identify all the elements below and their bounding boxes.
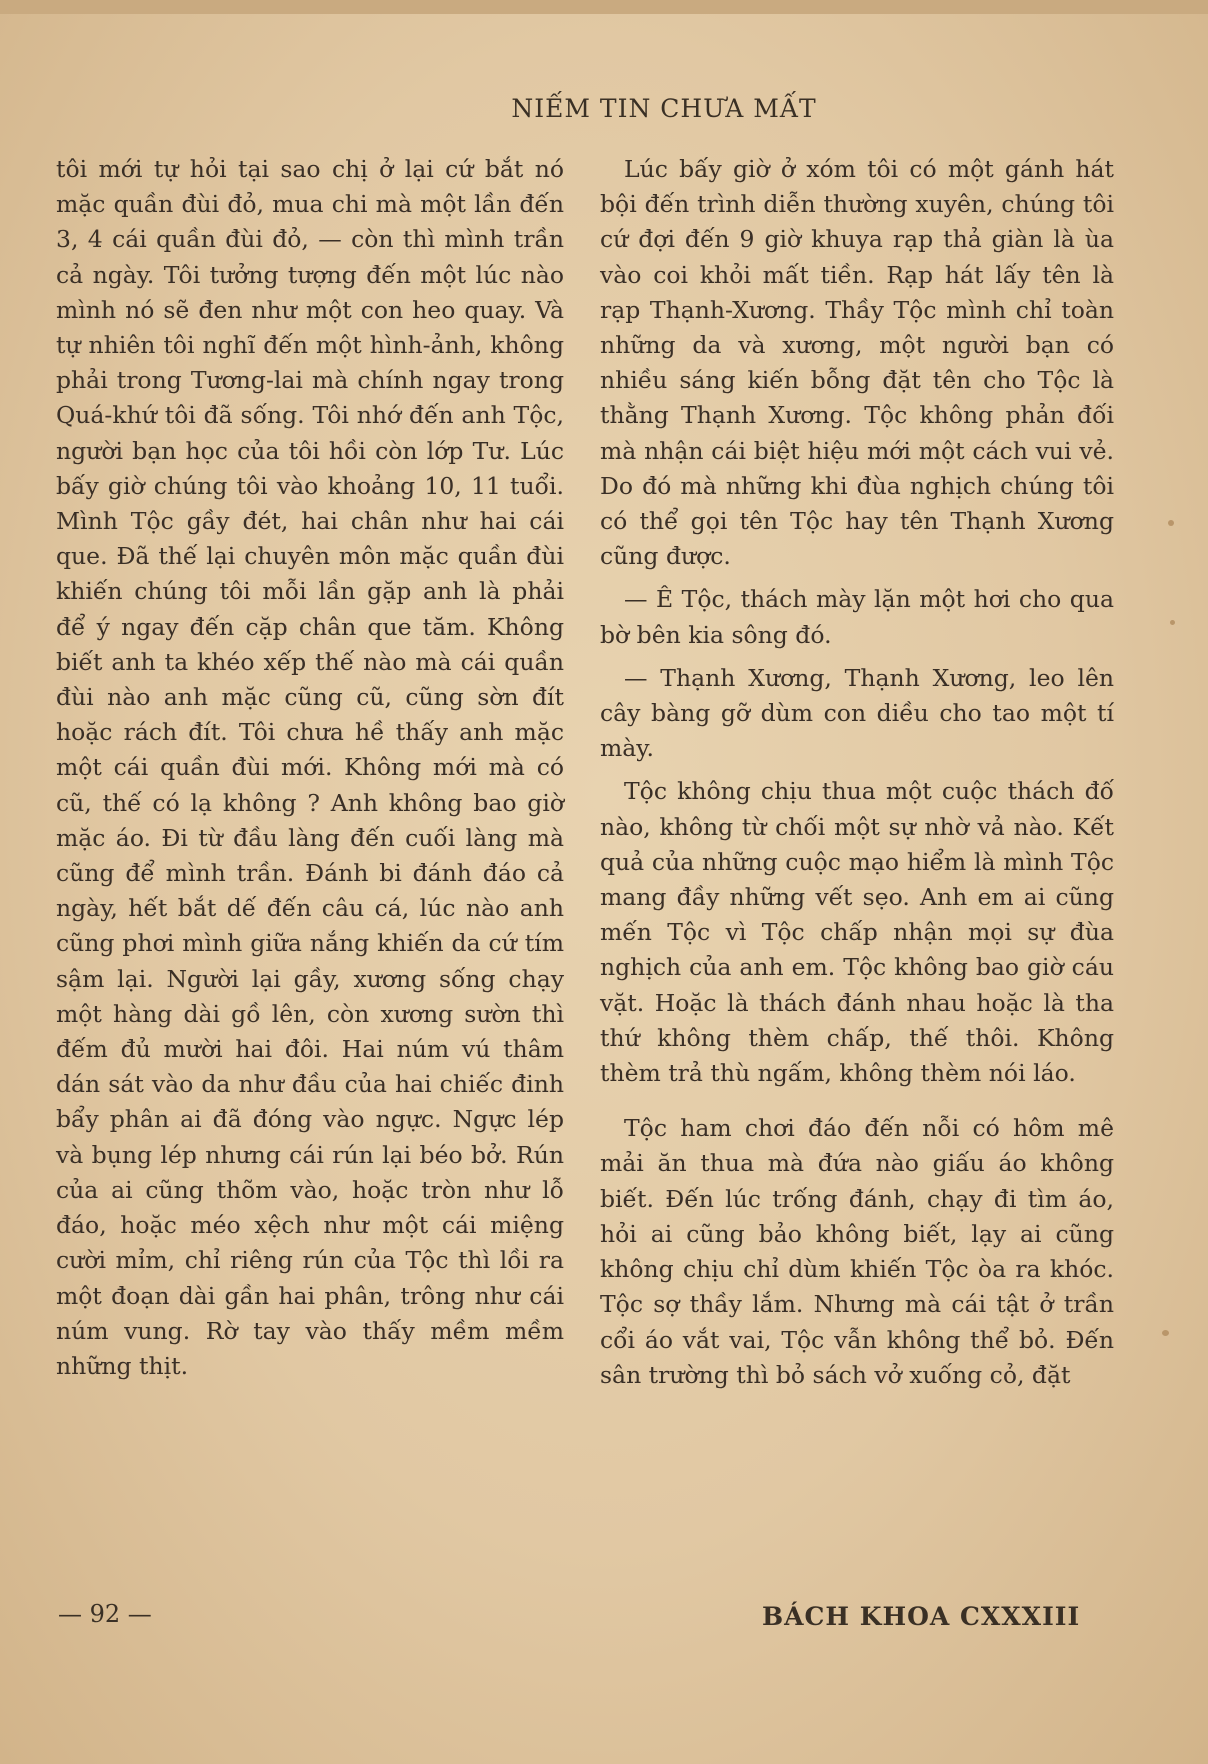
right-column xyxy=(600,152,1114,1393)
paper-speck xyxy=(1162,1330,1169,1336)
right-paragraph-3: — Thạnh Xương, Thạnh Xương, leo lên cây bàng gỡ dùm con diều cho tao một tí mày. xyxy=(600,663,1114,763)
paper-speck xyxy=(1170,620,1175,625)
right-paragraph-5: Tộc ham chơi đáo đến nỗi có hôm mê mải ăn thua mà đứa nào giấu áo không biết. Đến lúc trống đánh, chạy đi tìm áo, hỏi ai cũng bảo không biết, lạy ai cũng không chịu chỉ dùm khiến Tộc òa ra khóc. Tộc sợ thầy lắm. Nhưng mà cái tật ở trần cổi áo vắt vai, Tộc vẫn không thể bỏ. Đến sân trường thì bỏ sách vở xuống cỏ, đặt xyxy=(600,1114,1114,1389)
running-title: NIẾM TIN CHƯA MẤT xyxy=(511,94,817,123)
paper-speck xyxy=(1168,520,1174,526)
running-header xyxy=(0,94,1208,123)
right-paragraph-4: Tộc không chịu thua một cuộc thách đố nào, không từ chối một sự nhờ vả nào. Kết quả của những cuộc mạo hiểm là mình Tộc mang đầy những vết sẹo. Anh em ai cũng mến Tộc vì Tộc chấp nhận mọi sự đùa nghịch của anh em. Tộc không bao giờ cáu vặt. Hoặc là thách đánh nhau hoặc là tha thứ không thèm chấp, thế thôi. Không thèm trả thù ngấm, không thèm nói láo. xyxy=(600,777,1114,1088)
right-paragraph-2: — Ê Tộc, thách mày lặn một hơi cho qua bờ bên kia sông đó. xyxy=(600,585,1114,649)
left-paragraph-1: tôi mới tự hỏi tại sao chị ở lại cứ bắt nó mặc quần đùi đỏ, mua chi mà một lần đến 3, 4 cái quần đùi đỏ, — còn thì mình trần cả ngày. Tôi tưởng tượng đến một lúc nào mình nó sẽ đen như một con heo quay. Và tự nhiên tôi nghĩ đến một hình-ảnh, không phải trong Tương-lai mà chính ngay trong Quá-khứ tôi đã sống. Tôi nhớ đến anh Tộc, người bạn học của tôi hồi còn lớp Tư. Lúc bấy giờ chúng tôi vào khoảng 10, 11 tuổi. Mình Tộc gầy đét, hai chân như hai cái que. Đã thế lại chuyên môn mặc quần đùi khiến chúng tôi mỗi lần gặp anh là phải để ý ngay đến cặp chân que tăm. Không biết anh ta khéo xếp thế nào mà cái quần đùi nào anh mặc cũng cũ, cũng sờn đít hoặc rách đít. Tôi chưa hề thấy anh mặc một cái quần đùi mới. Không mới mà có cũ, thế có lạ không ? Anh không bao giờ mặc áo. Đi từ đầu làng đến cuối làng mà cũng để mình trần. Đánh bi đánh đáo cả ngày, hết bắt dế đến câu cá, lúc nào anh cũng phơi mình giữa nắng khiến da cứ tím sậm lại. Người lại gầy, xương sống chạy một hàng dài gồ lên, còn xương sườn thì đếm đủ mười hai đôi. Hai núm vú thâm dán sát vào da như đầu của hai chiếc đinh bẩy phân ai đã đóng vào ngực. Ngực lép và bụng lép nhưng cái rún lại béo bở. Rún của ai cũng thõm vào, hoặc tròn như lỗ đáo, hoặc méo xệch như một cái miệng cười mỉm, chỉ riêng rún của Tộc thì lồi ra một đoạn dài gần hai phân, trông như cái núm vung. Rờ tay vào thấy mềm mềm những thịt. xyxy=(56,155,564,1380)
page-number: — 92 — xyxy=(58,1600,152,1628)
right-paragraph-1: Lúc bấy giờ ở xóm tôi có một gánh hát bội đến trình diễn thường xuyên, chúng tôi cứ đợi đến 9 giờ khuya rạp thả giàn là ùa vào coi khỏi mất tiền. Rạp hát lấy tên là rạp Thạnh-Xương. Thầy Tộc mình chỉ toàn những da và xương, một người bạn có nhiều sáng kiến bỗng đặt tên cho Tộc là thằng Thạnh Xương. Tộc không phản đối mà nhận cái biệt hiệu mới một cách vui vẻ. Do đó mà những khi đùa nghịch chúng tôi có thể gọi tên Tộc hay tên Thạnh Xương cũng được. xyxy=(600,155,1114,571)
page-top-edge xyxy=(0,0,1208,14)
journal-footer: BÁCH KHOA CXXXIII xyxy=(762,1602,1081,1631)
left-column xyxy=(56,152,564,1384)
